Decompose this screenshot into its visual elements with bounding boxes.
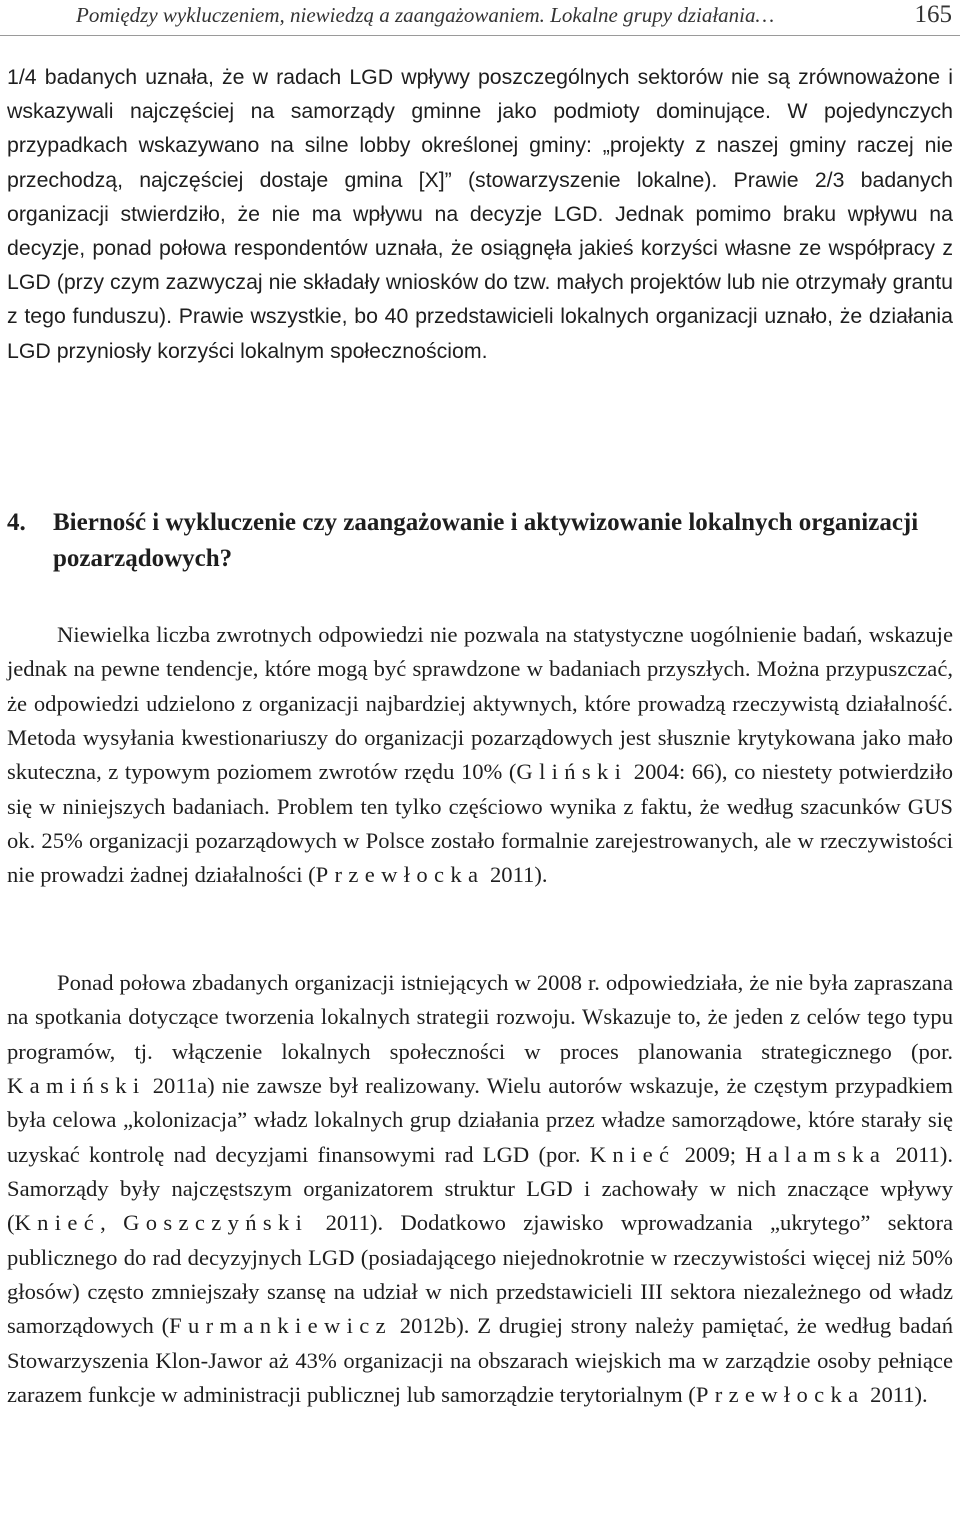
author-citation: Knieć [589, 1141, 676, 1167]
text-run: 2011). Samorządy były najczęstszym organizatorem struktur LGD i zachowały w nich znaczące wpływy ( [7, 1141, 954, 1236]
paragraph-strategy-meetings [7, 966, 953, 1412]
page-number: 165 [914, 1, 952, 28]
text-run: 2011). [484, 862, 548, 888]
author-citation: Furmankiewicz [169, 1313, 392, 1339]
author-citation: Przewłocka [315, 862, 485, 888]
author-citation: Gliński [516, 759, 628, 785]
text-run: 2011). Dodatkowo zjawisko wprowadzania „ukrytego” sektora publicznego do rad decyzyjnych LGD (posiadającego niejednokrotnie w rzeczywistości więcej niż 50% głosów) często zmniejszały szansę na udział w nich przedstawicieli III sektora niezależnego od władz samorządowych ( [7, 1210, 953, 1339]
author-citation: Halamska [745, 1141, 887, 1167]
author-citation: Knieć [14, 1210, 101, 1236]
text-run: , [100, 1210, 124, 1236]
running-header-title: Pomiędzy wykluczeniem, niewiedzą a zaangażowaniem. Lokalne grupy działania… [76, 3, 775, 27]
author-citation: Kamiński [7, 1073, 146, 1099]
paragraph-lgd-influence: 1/4 badanych uznała, że w radach LGD wpływy poszczególnych sektorów nie są zrównoważone i wskazywali najczęściej na samorządy gminne jako podmioty dominujące. W pojedynczych przypadkach wskazywano na silne lobby określonej gminy: „projekty z naszej gminy raczej nie przechodzą, najczęściej dostaje gmina [X]” (stowarzyszenie lokalne). Prawie 2/3 badanych organizacji stwierdziło, że nie ma wpływu na decyzje LGD. Jednak pomimo braku wpływu na decyzje, ponad połowa respondentów uznała, że osiągnęła jakieś korzyści własne ze współpracy z LGD (przy czym zazwyczaj nie składały wniosków do tzw. małych projektów lub nie otrzymały grantu z tego funduszu). Prawie wszystkie, bo 40 przedstawicieli lokalnych organizacji uznało, że działania LGD przyniosły korzyści lokalnym społecznościom. [7, 65, 953, 363]
text-run: 2004: 66), co niestety potwierdziło się w niniejszych badaniach. Problem ten tylko częściowo wynika z faktu, że według szacunków GUS ok. 25% organizacji pozarządowych w Polsce zostało formalnie zarejestrowanych, ale w rzeczywistości nie prowadzi żadnej działalności ( [7, 759, 953, 888]
text-run: 2011a) nie zawsze był realizowany. Wielu autorów wskazuje, że częstym przypadkiem była celowa „kolonizacja” władz lokalnych grup działania przez władze samorządowe, które starały się uzyskać kontrolę nad decyzjami finansowymi rad LGD (por. [7, 1073, 953, 1167]
text-run: 2009; [675, 1141, 746, 1167]
text-run: Ponad połowa zbadanych organizacji istniejących w 2008 r. odpowiedziała, że nie była zapraszana na spotkania dotyczące tworzenia lokalnych strategii rozwoju. Wskazuje to, że jeden z celów tego typu programów, tj. włączenie lokalnych społeczności w proces planowania strategicznego (por. [7, 970, 953, 1064]
text-run: Niewielka liczba zwrotnych odpowiedzi nie pozwala na statystyczne uogólnienie badań, wskazuje jednak na pewne tendencje, które mogą być sprawdzone w badaniach przyszłych. Można przypuszczać, że odpowiedzi udzielono z organizacji najbardziej aktywnych, które prowadzą rzeczywistą działalność. Metoda wysyłania kwestionariuszy do organizacji pozarządowych jest słusznie krytykowana jako mało skuteczna, z typowym poziomem zwrotów rzędu 10% ( [7, 622, 953, 785]
paragraph-response-rate [7, 618, 953, 893]
section-heading [7, 505, 953, 577]
running-header [0, 0, 960, 36]
author-citation: Goszczyński [123, 1210, 309, 1236]
text-run: 2011). [864, 1382, 928, 1408]
section-number: 4. [7, 509, 26, 536]
text-run: 2012b). Z drugiej strony należy pamiętać, że według badań Stowarzyszenia Klon-Jawor aż 43% organizacji na obszarach wiejskich ma w zarządzie osoby pełniące zarazem funkcje w administracji publicznej lub samorządzie terytorialnym ( [7, 1313, 953, 1408]
author-citation: Przewłocka [695, 1382, 865, 1408]
section-title: Bierność i wykluczenie czy zaangażowanie i aktywizowanie lokalnych organizacji pozarządowych? [53, 509, 919, 572]
